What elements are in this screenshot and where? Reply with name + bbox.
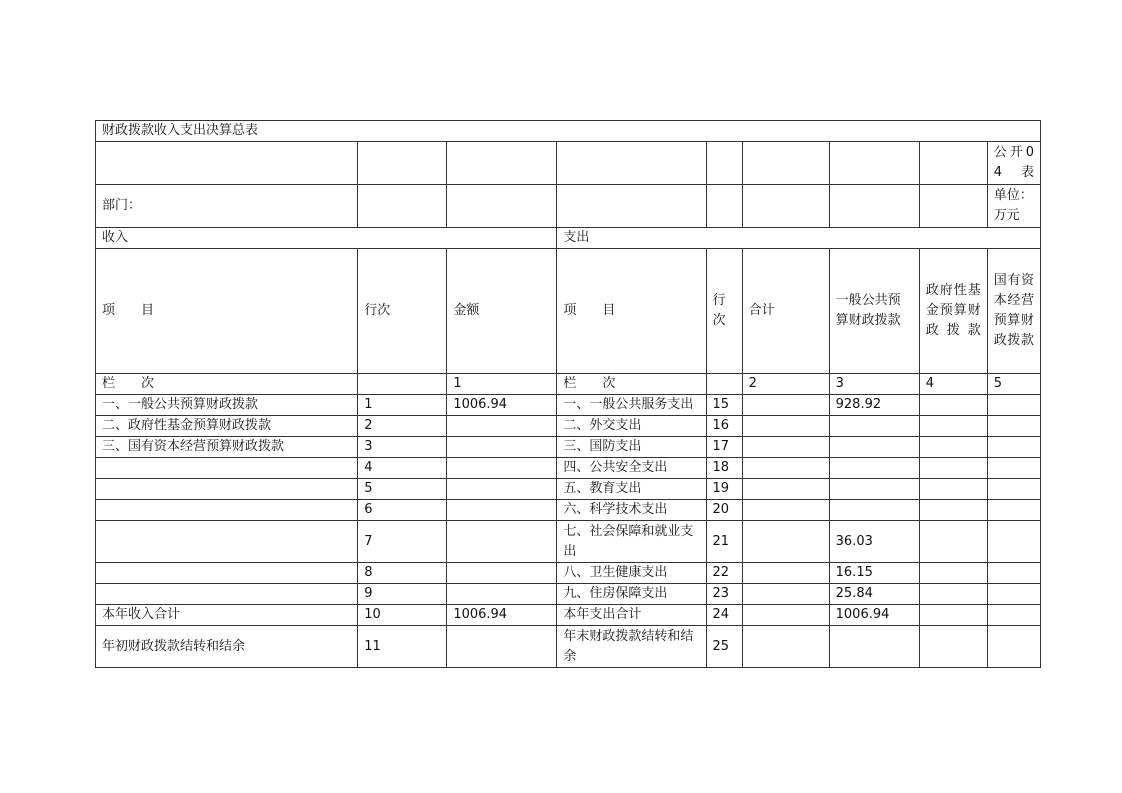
expense-item: 二、外交支出 [557, 416, 706, 437]
empty-cell [829, 142, 919, 185]
expense-total [742, 416, 829, 437]
income-amount [447, 500, 557, 521]
empty-cell [557, 142, 706, 185]
expense-gov-fund [919, 479, 987, 500]
expense-total [742, 626, 829, 668]
income-amount [447, 563, 557, 584]
table-row [96, 563, 1041, 584]
income-item [96, 458, 358, 479]
expense-total [742, 458, 829, 479]
table-row [96, 605, 1041, 626]
empty-cell [358, 185, 447, 228]
column-index-total: 2 [742, 374, 829, 395]
column-index-expense-label: 栏 次 [557, 374, 706, 395]
expense-row-no: 20 [706, 500, 742, 521]
expense-row-no: 16 [706, 416, 742, 437]
empty-cell [919, 185, 987, 228]
expense-general-budget [829, 626, 919, 668]
table-row [96, 458, 1041, 479]
income-item [96, 479, 358, 500]
empty-cell [706, 185, 742, 228]
income-amount [447, 458, 557, 479]
empty-cell [557, 185, 706, 228]
unit-label: 单位：万元 [987, 185, 1040, 228]
income-amount [447, 626, 557, 668]
empty-cell [706, 142, 742, 185]
income-row-no: 8 [358, 563, 447, 584]
column-index-general-budget: 3 [829, 374, 919, 395]
expense-gov-fund [919, 605, 987, 626]
table-row [96, 395, 1041, 416]
expense-gov-fund [919, 521, 987, 563]
col-header-state-capital: 国有资本经营预算财政拨款 [987, 249, 1040, 374]
expense-gov-fund [919, 584, 987, 605]
income-amount [447, 521, 557, 563]
expense-section-header: 支出 [557, 228, 1041, 249]
column-index-state-capital: 5 [987, 374, 1040, 395]
income-row-no: 6 [358, 500, 447, 521]
expense-general-budget: 36.03 [829, 521, 919, 563]
expense-row-no: 17 [706, 437, 742, 458]
col-header-general-budget: 一般公共预算财政拨款 [829, 249, 919, 374]
expense-gov-fund [919, 437, 987, 458]
expense-state-capital [987, 479, 1040, 500]
income-row-no: 3 [358, 437, 447, 458]
expense-total [742, 500, 829, 521]
income-row-no: 9 [358, 584, 447, 605]
table-row [96, 521, 1041, 563]
income-row-no: 2 [358, 416, 447, 437]
income-item: 一、一般公共预算财政拨款 [96, 395, 358, 416]
expense-item: 一、一般公共服务支出 [557, 395, 706, 416]
income-section-header: 收入 [96, 228, 557, 249]
expense-state-capital [987, 605, 1040, 626]
expense-general-budget [829, 479, 919, 500]
table-row [96, 416, 1041, 437]
expense-state-capital [987, 395, 1040, 416]
income-amount [447, 416, 557, 437]
column-index-amount: 1 [447, 374, 557, 395]
expense-general-budget: 1006.94 [829, 605, 919, 626]
income-amount: 1006.94 [447, 605, 557, 626]
income-item: 二、政府性基金预算财政拨款 [96, 416, 358, 437]
expense-row-no: 22 [706, 563, 742, 584]
expense-state-capital [987, 500, 1040, 521]
expense-general-budget [829, 458, 919, 479]
col-header-total: 合计 [742, 249, 829, 374]
income-amount [447, 584, 557, 605]
expense-item: 五、教育支出 [557, 479, 706, 500]
expense-item: 年末财政拨款结转和结余 [557, 626, 706, 668]
col-header-income-row-no: 行次 [358, 249, 447, 374]
expense-row-no: 24 [706, 605, 742, 626]
expense-item: 九、住房保障支出 [557, 584, 706, 605]
income-amount: 1006.94 [447, 395, 557, 416]
expense-state-capital [987, 563, 1040, 584]
income-amount [447, 479, 557, 500]
expense-general-budget [829, 500, 919, 521]
expense-gov-fund [919, 395, 987, 416]
expense-item: 四、公共安全支出 [557, 458, 706, 479]
income-row-no: 1 [358, 395, 447, 416]
income-item: 三、国有资本经营预算财政拨款 [96, 437, 358, 458]
income-row-no: 4 [358, 458, 447, 479]
col-header-gov-fund: 政府性基金预算财政拨款 [919, 249, 987, 374]
expense-item: 本年支出合计 [557, 605, 706, 626]
column-index-gov-fund: 4 [919, 374, 987, 395]
income-item: 年初财政拨款结转和结余 [96, 626, 358, 668]
empty-cell [706, 374, 742, 395]
column-index-label: 栏 次 [96, 374, 358, 395]
expense-item: 三、国防支出 [557, 437, 706, 458]
income-row-no: 10 [358, 605, 447, 626]
empty-cell [447, 142, 557, 185]
income-row-no: 11 [358, 626, 447, 668]
income-item [96, 500, 358, 521]
expense-state-capital [987, 626, 1040, 668]
expense-row-no: 18 [706, 458, 742, 479]
expense-item: 七、社会保障和就业支出 [557, 521, 706, 563]
col-header-income-item: 项 目 [96, 249, 358, 374]
expense-item: 八、卫生健康支出 [557, 563, 706, 584]
expense-row-no: 23 [706, 584, 742, 605]
fiscal-appropriation-summary-table [95, 120, 1041, 668]
table-row [96, 584, 1041, 605]
table-row [96, 437, 1041, 458]
expense-general-budget [829, 437, 919, 458]
expense-row-no: 21 [706, 521, 742, 563]
expense-general-budget [829, 416, 919, 437]
empty-cell [96, 142, 358, 185]
expense-state-capital [987, 458, 1040, 479]
table-row [96, 500, 1041, 521]
empty-cell [358, 374, 447, 395]
income-item [96, 584, 358, 605]
income-amount [447, 437, 557, 458]
expense-general-budget: 928.92 [829, 395, 919, 416]
income-item [96, 563, 358, 584]
col-header-income-amount: 金额 [447, 249, 557, 374]
expense-general-budget: 16.15 [829, 563, 919, 584]
expense-row-no: 15 [706, 395, 742, 416]
expense-total [742, 437, 829, 458]
empty-cell [358, 142, 447, 185]
expense-total [742, 605, 829, 626]
form-code: 公开04表 [987, 142, 1040, 185]
income-item [96, 521, 358, 563]
expense-total [742, 395, 829, 416]
empty-cell [919, 142, 987, 185]
expense-state-capital [987, 437, 1040, 458]
expense-gov-fund [919, 563, 987, 584]
expense-state-capital [987, 416, 1040, 437]
expense-gov-fund [919, 500, 987, 521]
empty-cell [447, 185, 557, 228]
empty-cell [742, 142, 829, 185]
income-row-no: 5 [358, 479, 447, 500]
expense-row-no: 25 [706, 626, 742, 668]
expense-total [742, 479, 829, 500]
income-row-no: 7 [358, 521, 447, 563]
expense-state-capital [987, 584, 1040, 605]
expense-gov-fund [919, 416, 987, 437]
expense-row-no: 19 [706, 479, 742, 500]
expense-item: 六、科学技术支出 [557, 500, 706, 521]
expense-gov-fund [919, 626, 987, 668]
col-header-expense-row-no: 行次 [706, 249, 742, 374]
expense-gov-fund [919, 458, 987, 479]
expense-total [742, 584, 829, 605]
expense-state-capital [987, 521, 1040, 563]
expense-total [742, 521, 829, 563]
col-header-expense-item: 项 目 [557, 249, 706, 374]
empty-cell [829, 185, 919, 228]
income-item: 本年收入合计 [96, 605, 358, 626]
department-label: 部门： [96, 185, 358, 228]
empty-cell [742, 185, 829, 228]
expense-general-budget: 25.84 [829, 584, 919, 605]
table-row [96, 626, 1041, 668]
expense-total [742, 563, 829, 584]
table-title: 财政拨款收入支出决算总表 [96, 121, 1041, 142]
table-row [96, 479, 1041, 500]
